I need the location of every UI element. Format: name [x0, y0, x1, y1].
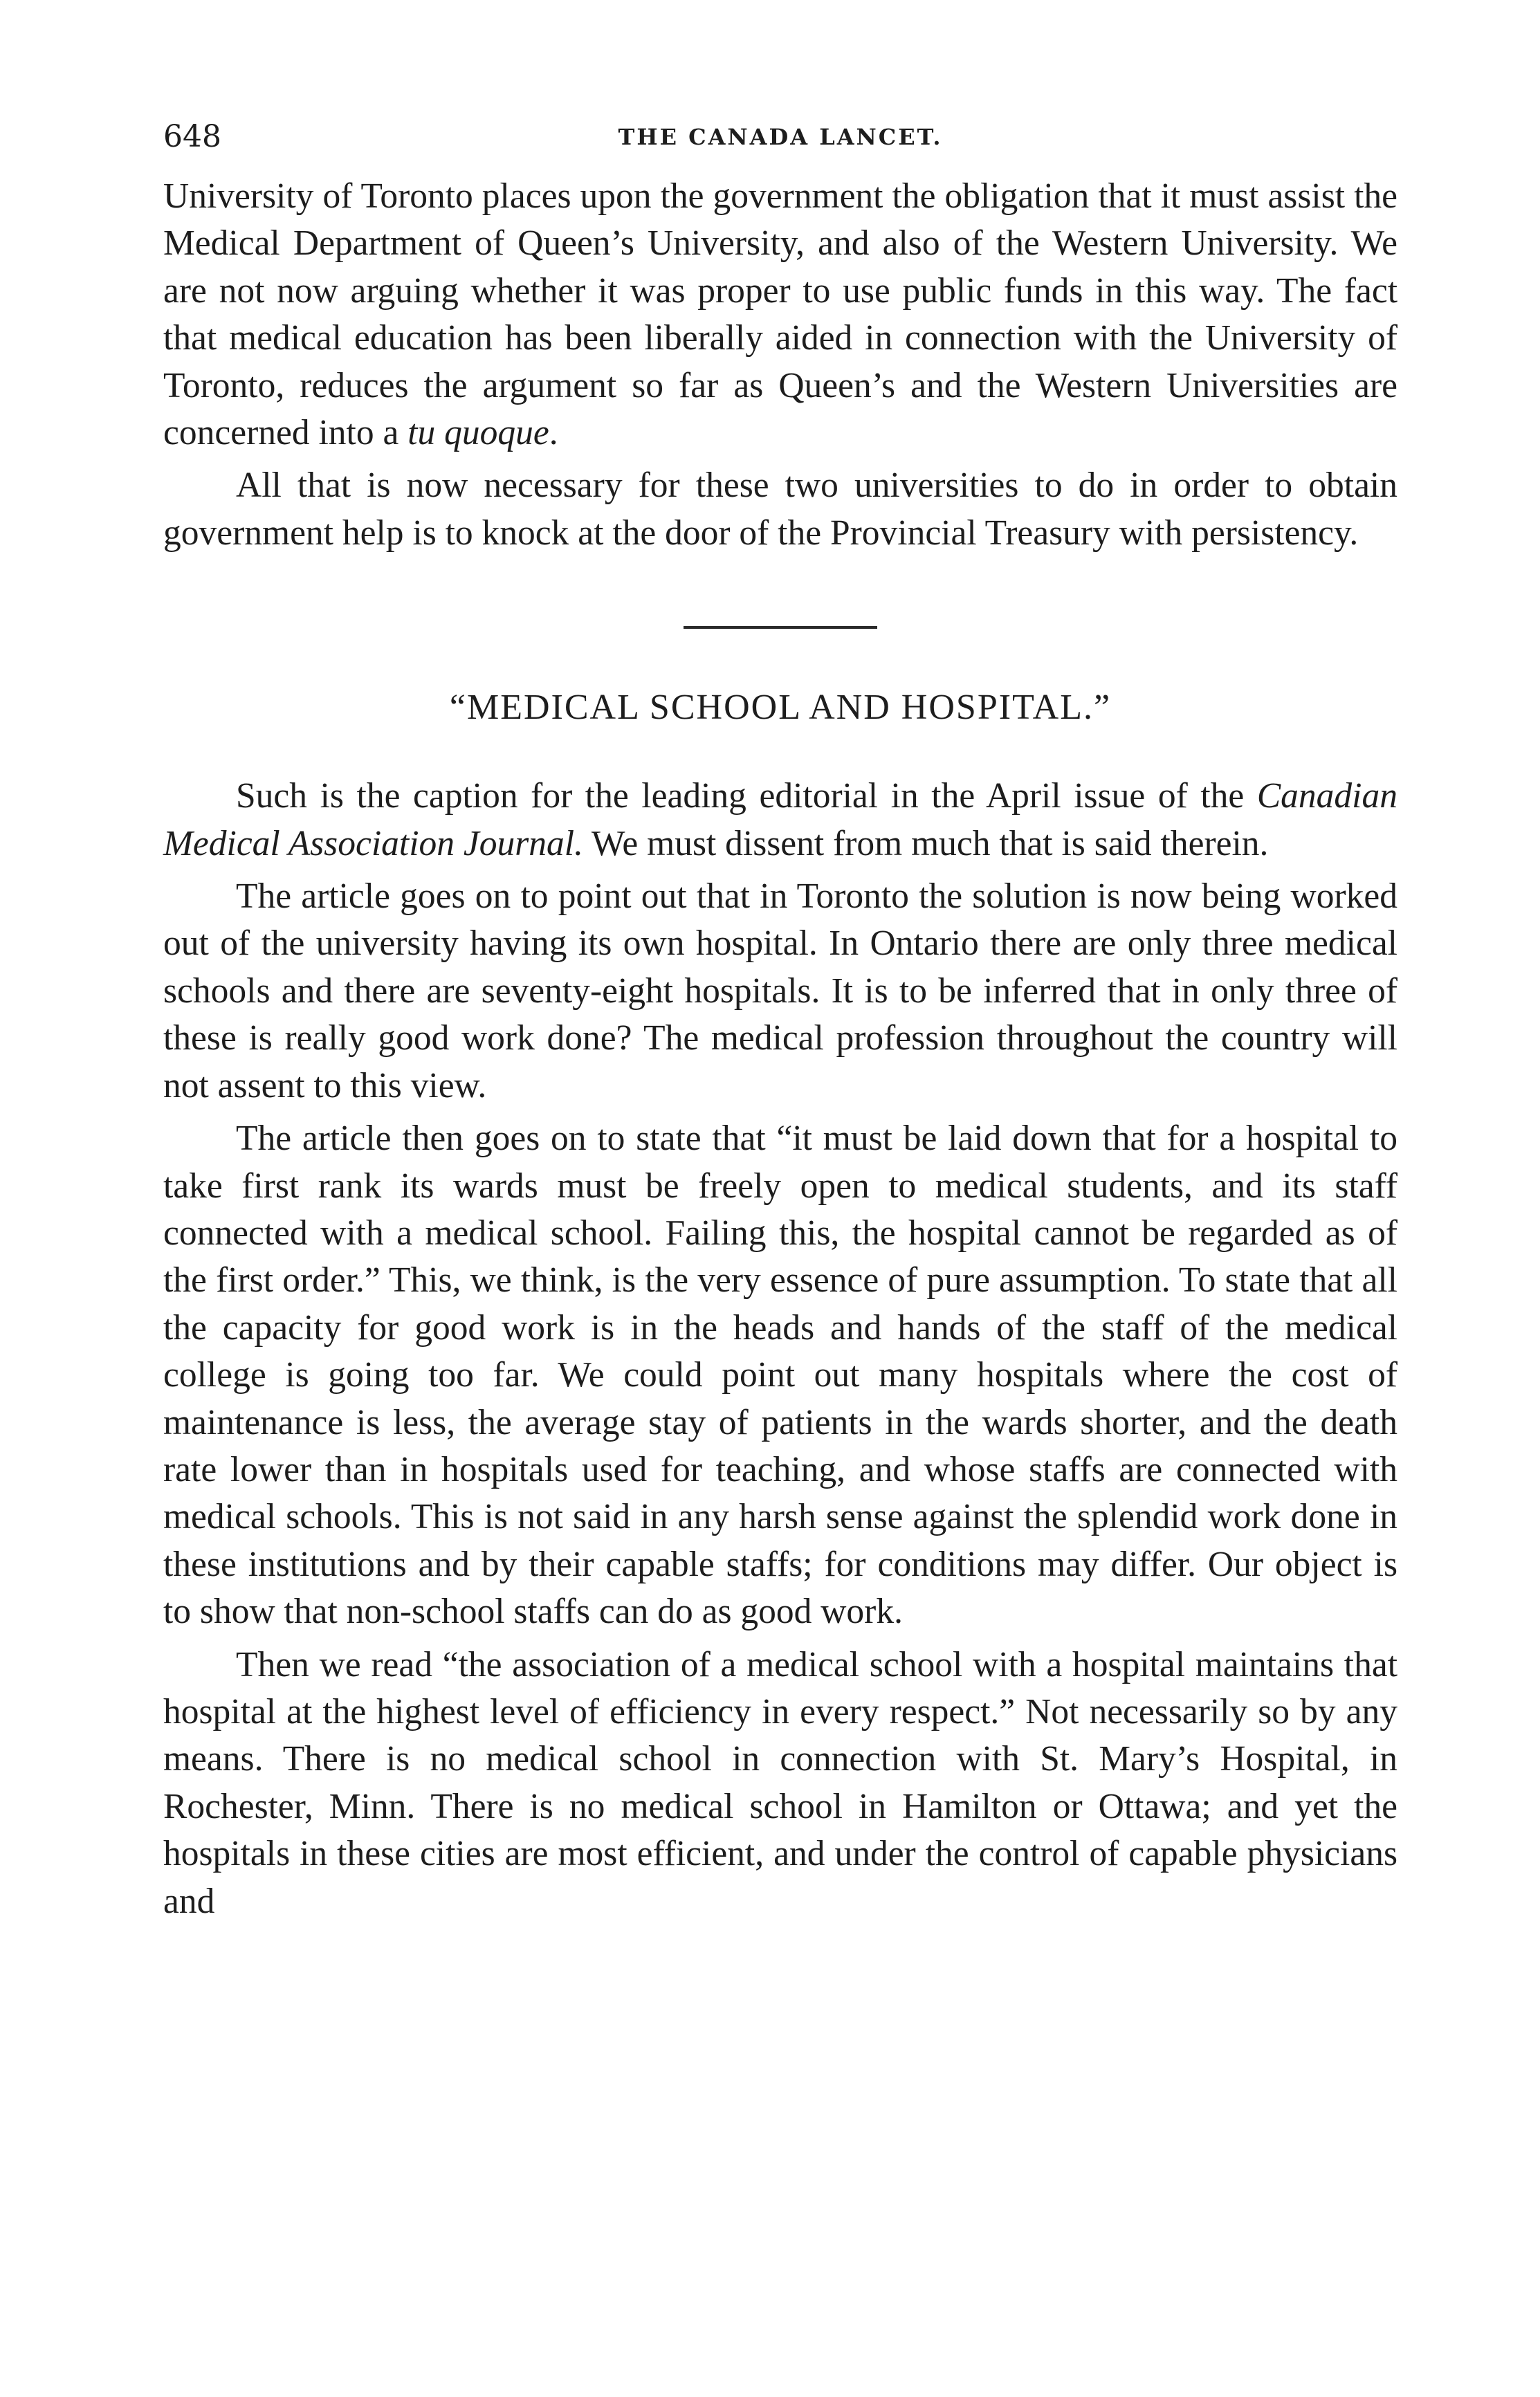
document-page	[163, 118, 1397, 1925]
running-head: THE CANADA LANCET.	[618, 124, 943, 150]
page-number: 648	[163, 119, 221, 154]
section-divider	[684, 626, 877, 629]
page-header	[163, 118, 1397, 173]
section-paragraph-4: Then we read “the association of a medical school with a hospital maintains that hospital at the highest level of efficiency in every respect.” Not necessarily so by any means. There is no medical school in connection with St. Mary’s Hospital, in Rochester, Minn. There is no medical school in Hamilton or Ottawa; and yet the hospitals in these cities are most efficient, and under the control of capable physicians and	[163, 1644, 1397, 1921]
section-paragraph-2: The article goes on to point out that in Toronto the solution is now being worked out of the university having its own hospital. In Ontario there are only three medical schools and there are seventy-eight hospitals. It is to be inferred that in only three of these is really good work done? The medical profession throughout the country will not assent to this view.	[163, 876, 1397, 1105]
intro-paragraph-1: University of Toronto places upon the government the obligation that it must assist the Medical Department of Queen’s University, and also of the Western University. We are not now arguing whether it was proper to use public funds in this way. The fact that medical education has been liberally aided in connection with the University of Toronto, reduces the argument so far as Queen’s and the Western Universities are concerned into a tu quoque.	[163, 176, 1397, 453]
section-paragraph-1: Such is the caption for the leading editorial in the April issue of the Canadian Medical Association Journal. We must dissent from much that is said therein.	[163, 776, 1397, 863]
section-title: “MEDICAL SCHOOL AND HOSPITAL.”	[449, 688, 1112, 728]
latin-phrase: tu quoque	[407, 413, 549, 453]
intro-paragraph-2: All that is now necessary for these two universities to do in order to obtain government help is to knock at the door of the Provincial Treasury with persistency.	[163, 466, 1397, 553]
section-paragraph-3: The article then goes on to state that “it must be laid down that for a hospital to take first rank its wards must be freely open to medical students, and its staff connected with a medical school. Failing this, the hospital cannot be regarded as of the first order.” This, we think, is the very essence of pure assumption. To state that all the capacity for good work is in the heads and hands of the staff of the medical college is going too far. We could point out many hospitals where the cost of maintenance is less, the average stay of patients in the wards shorter, and the death rate lower than in hospitals used for teaching, and whose staffs are connected with medical schools. This is not said in any harsh sense against the splendid work done in these institutions and by their capable staffs; for conditions may differ. Our object is to show that non-school staffs can do as good work.	[163, 1119, 1397, 1632]
journal-title: Canadian Medical Association Journal.	[163, 776, 1397, 863]
